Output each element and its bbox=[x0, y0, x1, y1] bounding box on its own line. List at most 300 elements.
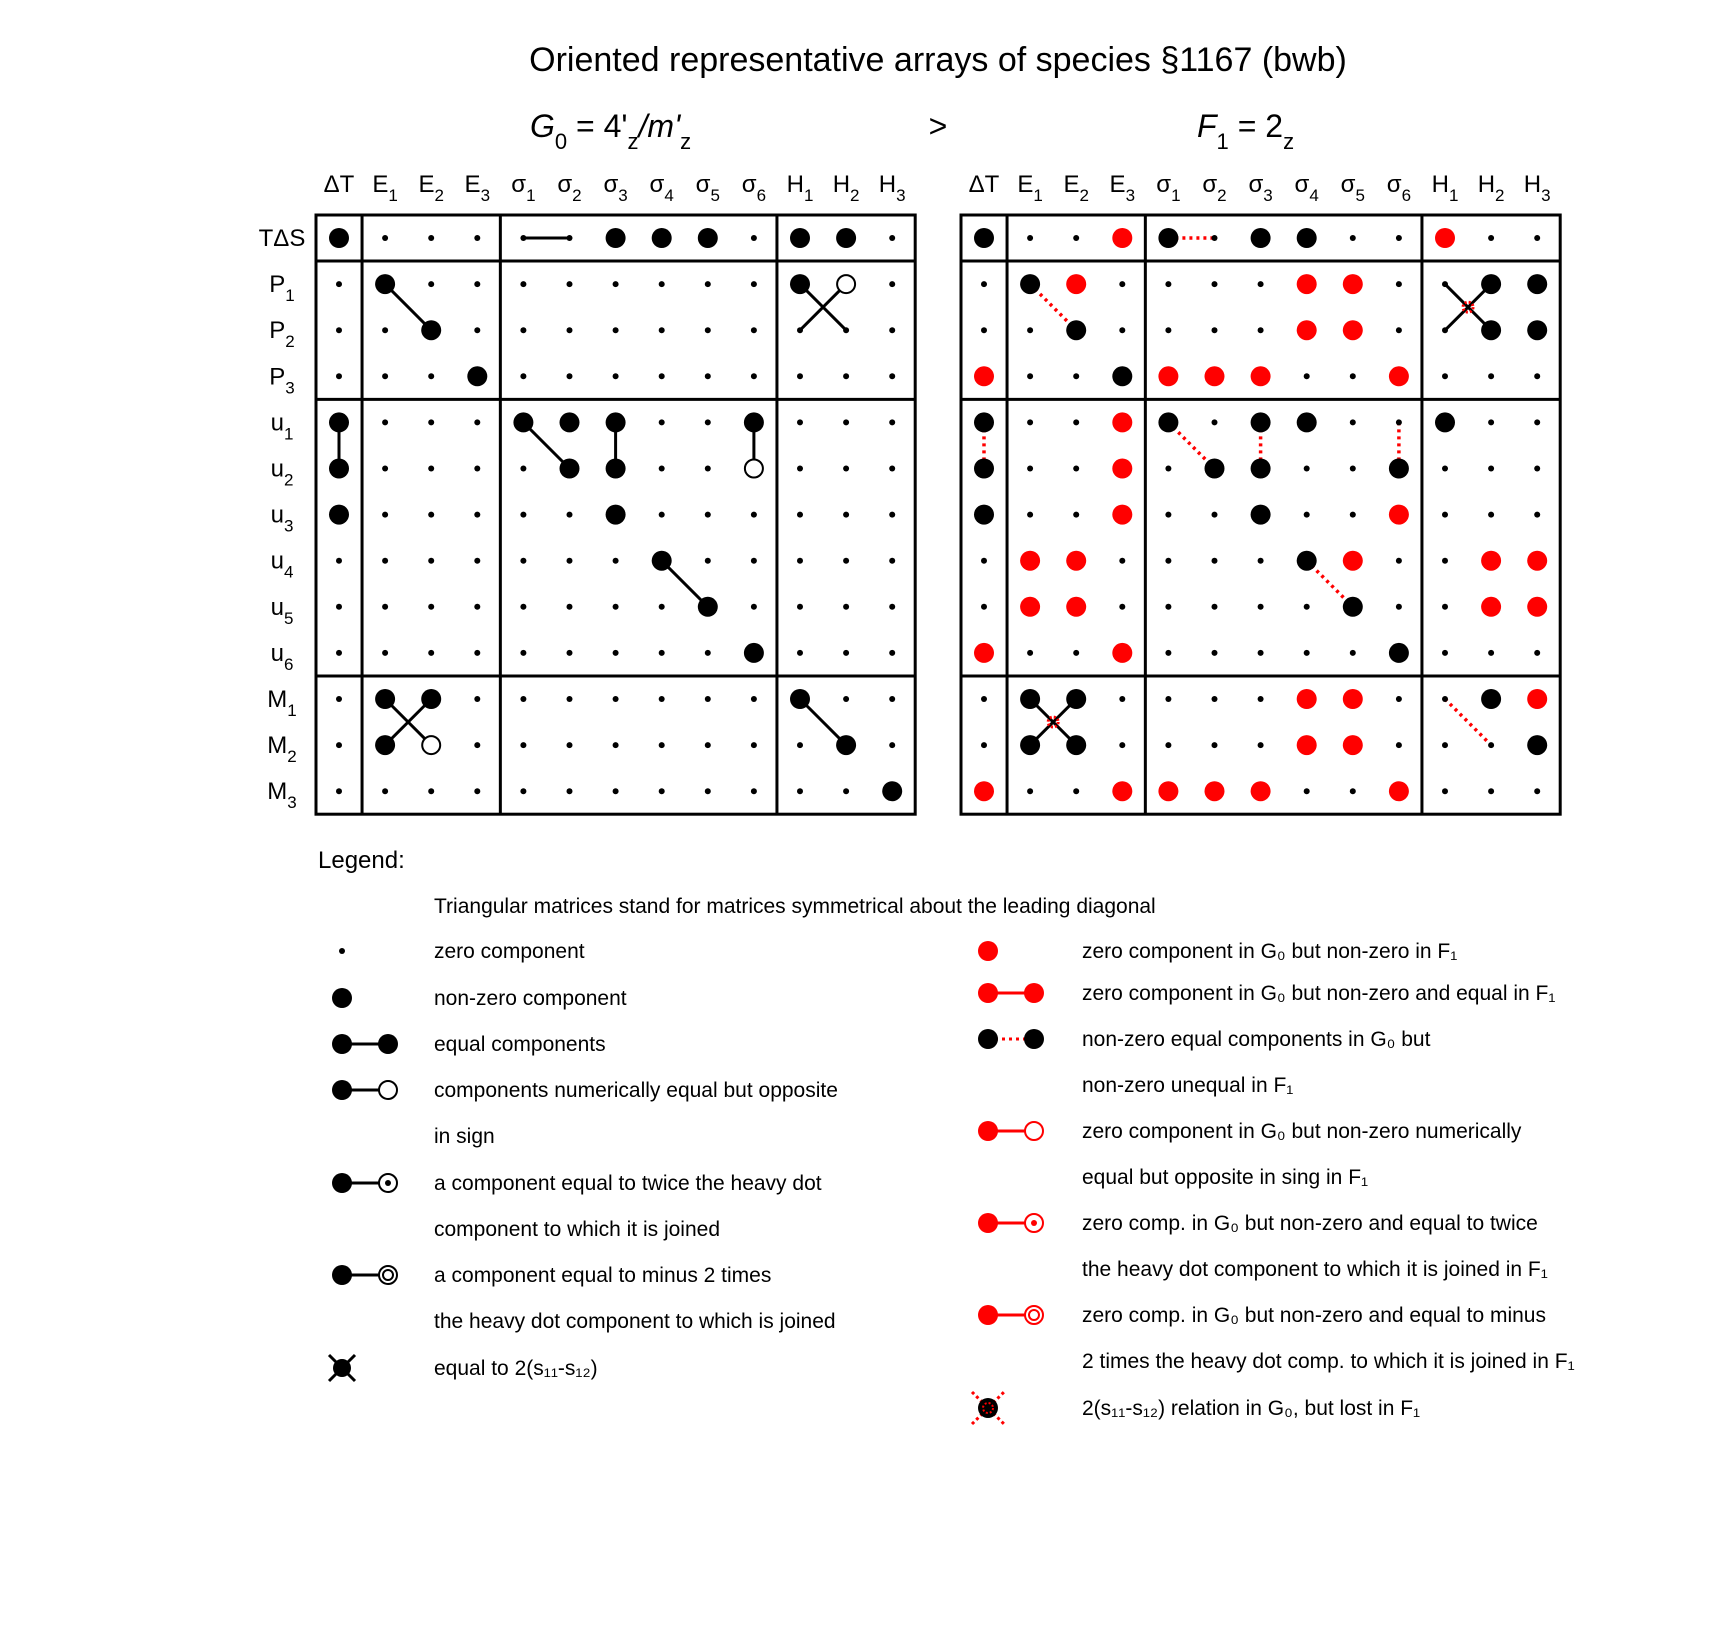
legend-nonzero-symbol bbox=[332, 988, 352, 1008]
right-matrix-zero-dot bbox=[1442, 466, 1448, 472]
left-matrix-zero-dot bbox=[428, 235, 434, 241]
right-matrix-zero-dot bbox=[1027, 373, 1033, 379]
left-matrix-nonzero-dot bbox=[467, 366, 487, 386]
row-label: $u_2$ bbox=[270, 455, 294, 490]
legend-right-text: 2(s₁₁-s₁₂) relation in G₀, but lost in F₁ bbox=[1082, 1397, 1421, 1420]
left-matrix-zero-dot bbox=[659, 327, 665, 333]
left-matrix-zero-dot bbox=[705, 512, 711, 518]
legend-unequal-symbol bbox=[978, 1029, 1044, 1049]
legend-left-text: a component equal to minus 2 times bbox=[434, 1264, 772, 1287]
left-matrix-zero-dot bbox=[659, 419, 665, 425]
left-matrix-zero-dot bbox=[382, 235, 388, 241]
left-matrix-zero-dot bbox=[428, 558, 434, 564]
legend-opposite-symbol bbox=[332, 1080, 397, 1100]
right-matrix-zero-dot bbox=[1027, 235, 1033, 241]
left-matrix-zero-dot bbox=[843, 466, 849, 472]
left-matrix-zero-dot bbox=[889, 696, 895, 702]
right-matrix-nonzero-dot bbox=[1066, 735, 1086, 755]
legend-unequal-symbol-end bbox=[1024, 1029, 1044, 1049]
left-matrix-zero-dot bbox=[797, 788, 803, 794]
left-matrix-zero-dot bbox=[613, 281, 619, 287]
left-matrix-nonzero-dot bbox=[329, 459, 349, 479]
left-matrix-nonzero-dot bbox=[606, 412, 626, 432]
left-matrix-nonzero-dot bbox=[606, 459, 626, 479]
legend-right-text: non-zero unequal in F₁ bbox=[1082, 1074, 1294, 1097]
left-matrix-nonzero-dot bbox=[744, 643, 764, 663]
right-matrix-col-header: $\sigma_3$ bbox=[1248, 171, 1273, 205]
svg-text:G0 = 4'z/m'z bbox=[530, 108, 691, 154]
right-matrix-zero-dot bbox=[1258, 558, 1264, 564]
left-matrix-zero-dot bbox=[520, 558, 526, 564]
left-matrix-col-header: $H_1$ bbox=[786, 171, 814, 205]
svg-text:F1 = 2z bbox=[1197, 108, 1294, 154]
legend-equal-symbol bbox=[332, 1034, 398, 1054]
left-matrix-zero-dot bbox=[382, 373, 388, 379]
left-matrix-zero-dot bbox=[751, 235, 757, 241]
left-matrix-nonzero-dot bbox=[790, 689, 810, 709]
left-matrix-zero-dot bbox=[843, 373, 849, 379]
right-matrix-zero-dot bbox=[1488, 235, 1494, 241]
right-matrix-red-dot bbox=[1112, 781, 1132, 801]
right-matrix-zero-dot bbox=[1396, 742, 1402, 748]
right-matrix-nonzero-dot bbox=[1481, 274, 1501, 294]
right-matrix-zero-dot bbox=[1165, 558, 1171, 564]
right-matrix-zero-dot bbox=[1534, 512, 1540, 518]
left-matrix-zero-dot bbox=[843, 650, 849, 656]
legend-left-text: a component equal to twice the heavy dot bbox=[434, 1172, 822, 1195]
left-matrix-zero-dot bbox=[336, 558, 342, 564]
right-matrix-nonzero-dot bbox=[974, 505, 994, 525]
left-matrix-zero-dot bbox=[382, 466, 388, 472]
left-matrix-zero-dot bbox=[705, 373, 711, 379]
left-matrix-col-header: $\sigma_4$ bbox=[649, 171, 674, 205]
right-matrix-zero-dot bbox=[1258, 327, 1264, 333]
right-matrix-zero-dot bbox=[1119, 327, 1125, 333]
right-matrix-zero-dot bbox=[1073, 419, 1079, 425]
legend-right-text: equal but opposite in sing in F₁ bbox=[1082, 1166, 1369, 1189]
left-matrix-nonzero-dot bbox=[698, 597, 718, 617]
right-matrix-red-dot bbox=[1205, 781, 1225, 801]
right-matrix-red-dot bbox=[1112, 459, 1132, 479]
left-matrix-zero-dot bbox=[382, 604, 388, 610]
right-matrix-nonzero-dot bbox=[1389, 459, 1409, 479]
right-matrix-red-dot bbox=[1112, 228, 1132, 248]
left-matrix-zero-dot bbox=[613, 696, 619, 702]
right-matrix-zero-dot bbox=[1165, 327, 1171, 333]
left-matrix-col-header: ΔT bbox=[323, 171, 355, 198]
left-matrix-zero-dot bbox=[889, 281, 895, 287]
left-matrix-col-header: $\sigma_5$ bbox=[695, 171, 720, 205]
left-matrix-zero-dot bbox=[705, 281, 711, 287]
right-matrix-zero-dot bbox=[1442, 742, 1448, 748]
right-group-eq: = 2 bbox=[1228, 108, 1284, 144]
right-matrix-zero-dot bbox=[1488, 419, 1494, 425]
right-matrix-nonzero-dot bbox=[1389, 643, 1409, 663]
right-matrix-zero-dot bbox=[1488, 466, 1494, 472]
right-matrix-nonzero-dot bbox=[1297, 551, 1317, 571]
right-matrix-zero-dot bbox=[1304, 512, 1310, 518]
left-matrix-zero-dot bbox=[474, 696, 480, 702]
right-matrix-zero-dot bbox=[1442, 281, 1448, 287]
left-matrix-nonzero-dot bbox=[698, 228, 718, 248]
left-matrix-zero-dot bbox=[428, 512, 434, 518]
right-matrix-zero-dot bbox=[1165, 696, 1171, 702]
right-matrix-zero-dot bbox=[1165, 466, 1171, 472]
right-matrix-column-headers bbox=[969, 171, 1551, 205]
left-matrix-zero-dot bbox=[659, 281, 665, 287]
left-matrix-zero-dot bbox=[797, 373, 803, 379]
left-matrix-nonzero-dot bbox=[375, 689, 395, 709]
right-matrix-zero-dot bbox=[1350, 650, 1356, 656]
legend-s11s12-symbol bbox=[329, 1355, 355, 1381]
right-matrix-red-dot bbox=[1112, 412, 1132, 432]
left-matrix-zero-dot bbox=[889, 512, 895, 518]
left-matrix-nonzero-dot bbox=[652, 228, 672, 248]
left-matrix-zero-dot bbox=[705, 742, 711, 748]
left-matrix-zero-dot bbox=[428, 466, 434, 472]
right-matrix-nonzero-dot bbox=[1527, 274, 1547, 294]
left-matrix-zero-dot bbox=[659, 466, 665, 472]
left-matrix-zero-dot bbox=[843, 419, 849, 425]
left-group-subscript: 0 bbox=[554, 129, 568, 154]
right-matrix-zero-dot bbox=[1488, 788, 1494, 794]
legend bbox=[318, 847, 1575, 1424]
legend-red-equal-symbol-start bbox=[978, 983, 998, 1003]
left-matrix-nonzero-dot bbox=[652, 551, 672, 571]
right-matrix-nonzero-dot bbox=[1205, 459, 1225, 479]
right-matrix bbox=[961, 171, 1560, 814]
right-matrix-zero-dot bbox=[1073, 466, 1079, 472]
row-label: $u_4$ bbox=[270, 547, 294, 582]
left-matrix-zero-dot bbox=[428, 281, 434, 287]
right-matrix-red-dot bbox=[1251, 366, 1271, 386]
left-matrix-zero-dot bbox=[520, 373, 526, 379]
right-matrix-nonzero-dot bbox=[1343, 597, 1363, 617]
right-matrix-zero-dot bbox=[1258, 281, 1264, 287]
right-matrix-zero-dot bbox=[1442, 604, 1448, 610]
left-matrix-zero-dot bbox=[474, 466, 480, 472]
right-matrix-zero-dot bbox=[1027, 327, 1033, 333]
left-matrix-zero-dot bbox=[705, 419, 711, 425]
right-matrix-col-header: $E_2$ bbox=[1063, 171, 1089, 205]
right-matrix-zero-dot bbox=[1396, 327, 1402, 333]
left-matrix-nonzero-dot bbox=[329, 505, 349, 525]
left-matrix-zero-dot bbox=[705, 327, 711, 333]
right-matrix-red-dot bbox=[1481, 597, 1501, 617]
left-matrix-nonzero-dot bbox=[329, 412, 349, 432]
right-matrix-red-dot bbox=[974, 366, 994, 386]
right-matrix-zero-dot bbox=[1212, 512, 1218, 518]
left-group-mid: /m' bbox=[638, 108, 681, 144]
left-matrix-zero-dot bbox=[797, 604, 803, 610]
right-matrix-zero-dot bbox=[1165, 281, 1171, 287]
right-matrix-zero-dot bbox=[981, 742, 987, 748]
left-matrix-zero-dot bbox=[889, 604, 895, 610]
right-matrix-nonzero-dot bbox=[1481, 689, 1501, 709]
right-matrix-zero-dot bbox=[1442, 650, 1448, 656]
left-matrix-zero-dot bbox=[474, 558, 480, 564]
right-matrix-zero-dot bbox=[1488, 742, 1494, 748]
left-group-label bbox=[530, 108, 691, 154]
left-matrix-zero-dot bbox=[843, 696, 849, 702]
left-matrix-column-headers bbox=[324, 171, 906, 205]
right-matrix-col-header: $\sigma_5$ bbox=[1340, 171, 1365, 205]
left-matrix-zero-dot bbox=[843, 604, 849, 610]
left-matrix-zero-dot bbox=[613, 788, 619, 794]
left-matrix-zero-dot bbox=[336, 696, 342, 702]
left-matrix-zero-dot bbox=[520, 512, 526, 518]
left-matrix-zero-dot bbox=[428, 419, 434, 425]
left-matrix-zero-dot bbox=[520, 327, 526, 333]
right-matrix-nonzero-dot bbox=[1297, 228, 1317, 248]
legend-right-text: 2 times the heavy dot comp. to which it is joined in F₁ bbox=[1082, 1350, 1575, 1373]
left-matrix-zero-dot bbox=[474, 512, 480, 518]
right-matrix-red-dot bbox=[1343, 735, 1363, 755]
left-matrix-zero-dot bbox=[797, 742, 803, 748]
right-matrix-col-header: $\sigma_2$ bbox=[1202, 171, 1227, 205]
left-matrix-col-header: $E_3$ bbox=[464, 171, 491, 205]
right-matrix-zero-dot bbox=[1396, 558, 1402, 564]
left-matrix-zero-dot bbox=[474, 419, 480, 425]
left-matrix-zero-dot bbox=[889, 419, 895, 425]
left-matrix-nonzero-dot bbox=[513, 412, 533, 432]
left-matrix-zero-dot bbox=[567, 235, 573, 241]
group-relation: > bbox=[928, 108, 948, 144]
row-label: TΔS bbox=[258, 225, 306, 252]
left-matrix-zero-dot bbox=[843, 327, 849, 333]
legend-red-minus2-symbol-start bbox=[978, 1305, 998, 1325]
right-matrix-zero-dot bbox=[1304, 650, 1310, 656]
right-matrix-nonzero-dot bbox=[1066, 689, 1086, 709]
left-matrix-zero-dot bbox=[567, 558, 573, 564]
left-matrix-zero-dot bbox=[474, 604, 480, 610]
left-matrix-zero-dot bbox=[474, 327, 480, 333]
left-matrix-zero-dot bbox=[613, 327, 619, 333]
left-matrix-zero-dot bbox=[751, 558, 757, 564]
right-matrix-zero-dot bbox=[1442, 327, 1448, 333]
left-matrix-zero-dot bbox=[428, 650, 434, 656]
right-matrix-red-dot bbox=[1527, 689, 1547, 709]
left-matrix-zero-dot bbox=[797, 419, 803, 425]
left-group-sub2: z bbox=[680, 129, 692, 154]
right-matrix-zero-dot bbox=[1442, 788, 1448, 794]
left-matrix-zero-dot bbox=[751, 512, 757, 518]
row-label: $P_1$ bbox=[269, 271, 295, 306]
right-matrix-zero-dot bbox=[1212, 558, 1218, 564]
right-matrix-zero-dot bbox=[1027, 650, 1033, 656]
left-matrix-zero-dot bbox=[474, 235, 480, 241]
left-matrix-zero-dot bbox=[520, 235, 526, 241]
right-matrix-zero-dot bbox=[1212, 650, 1218, 656]
left-matrix bbox=[259, 171, 916, 814]
right-matrix-zero-dot bbox=[1304, 373, 1310, 379]
legend-zero-symbol bbox=[339, 948, 345, 954]
right-matrix-zero-dot bbox=[1212, 419, 1218, 425]
right-matrix-red-dot bbox=[1066, 551, 1086, 571]
right-matrix-zero-dot bbox=[1258, 604, 1264, 610]
left-matrix-nonzero-dot bbox=[421, 320, 441, 340]
right-matrix-zero-dot bbox=[1442, 696, 1448, 702]
left-matrix-zero-dot bbox=[520, 742, 526, 748]
legend-red-minus2-symbol-end bbox=[1025, 1306, 1043, 1324]
right-matrix-zero-dot bbox=[1027, 419, 1033, 425]
right-matrix-col-header: $\sigma_1$ bbox=[1156, 171, 1181, 205]
left-matrix-opposite-dot bbox=[837, 275, 855, 293]
left-matrix-zero-dot bbox=[659, 788, 665, 794]
right-matrix-zero-dot bbox=[981, 604, 987, 610]
left-matrix-zero-dot bbox=[843, 558, 849, 564]
right-matrix-nonzero-dot bbox=[1251, 228, 1271, 248]
left-group-sub1: z bbox=[627, 129, 639, 154]
right-matrix-nonzero-dot bbox=[974, 412, 994, 432]
right-matrix-zero-dot bbox=[1027, 466, 1033, 472]
right-matrix-nonzero-dot bbox=[1251, 459, 1271, 479]
right-matrix-red-dot bbox=[1389, 781, 1409, 801]
right-matrix-zero-dot bbox=[1488, 650, 1494, 656]
legend-left-text: equal components bbox=[434, 1033, 606, 1056]
right-matrix-nonzero-dot bbox=[1112, 366, 1132, 386]
right-group-symbol: F bbox=[1197, 108, 1217, 144]
right-matrix-zero-dot bbox=[1027, 512, 1033, 518]
left-matrix-col-header: $\sigma_1$ bbox=[511, 171, 536, 205]
right-matrix-zero-dot bbox=[1119, 696, 1125, 702]
right-matrix-zero-dot bbox=[1119, 604, 1125, 610]
left-matrix-nonzero-dot bbox=[375, 735, 395, 755]
legend-right-text: zero component in G₀ but non-zero in F₁ bbox=[1082, 940, 1458, 963]
right-matrix-red-dot bbox=[1112, 643, 1132, 663]
row-labels bbox=[259, 225, 306, 812]
right-matrix-nonzero-dot bbox=[1481, 320, 1501, 340]
right-matrix-zero-dot bbox=[1258, 696, 1264, 702]
left-matrix-zero-dot bbox=[567, 281, 573, 287]
left-matrix-opposite-dot bbox=[745, 460, 763, 478]
right-matrix-zero-dot bbox=[1488, 512, 1494, 518]
left-matrix-nonzero-dot bbox=[790, 228, 810, 248]
right-matrix-red-dot bbox=[1158, 781, 1178, 801]
right-matrix-zero-dot bbox=[1212, 327, 1218, 333]
legend-right-text: non-zero equal components in G₀ but bbox=[1082, 1028, 1431, 1051]
right-matrix-zero-dot bbox=[1534, 650, 1540, 656]
row-label: $M_1$ bbox=[267, 686, 297, 720]
left-matrix-zero-dot bbox=[797, 512, 803, 518]
left-matrix-zero-dot bbox=[520, 281, 526, 287]
legend-right-text: zero component in G₀ but non-zero and equal in F₁ bbox=[1082, 982, 1556, 1005]
right-matrix-zero-dot bbox=[1073, 235, 1079, 241]
right-matrix-zero-dot bbox=[1396, 281, 1402, 287]
legend-right-text: zero component in G₀ but non-zero numerically bbox=[1082, 1120, 1522, 1143]
right-matrix-nonzero-dot bbox=[1020, 689, 1040, 709]
left-matrix-zero-dot bbox=[751, 788, 757, 794]
left-matrix-zero-dot bbox=[797, 558, 803, 564]
legend-unequal-symbol-start bbox=[978, 1029, 998, 1049]
right-matrix-nonzero-dot bbox=[1527, 320, 1547, 340]
left-matrix-zero-dot bbox=[520, 696, 526, 702]
row-label: $u_5$ bbox=[270, 593, 294, 628]
right-matrix-nonzero-dot bbox=[1158, 412, 1178, 432]
right-matrix-red-dot bbox=[1481, 551, 1501, 571]
right-matrix-nonzero-dot bbox=[1251, 412, 1271, 432]
left-matrix-zero-dot bbox=[336, 604, 342, 610]
left-matrix-zero-dot bbox=[843, 788, 849, 794]
legend-minus2-symbol-end bbox=[379, 1266, 397, 1284]
right-matrix-nonzero-dot bbox=[1435, 412, 1455, 432]
right-matrix-col-header: $E_1$ bbox=[1017, 171, 1043, 205]
right-group-subscript: 1 bbox=[1216, 129, 1229, 154]
right-matrix-zero-dot bbox=[1212, 696, 1218, 702]
left-matrix-zero-dot bbox=[797, 650, 803, 656]
left-matrix-zero-dot bbox=[428, 373, 434, 379]
left-matrix-zero-dot bbox=[659, 742, 665, 748]
right-matrix-red-dot bbox=[974, 643, 994, 663]
legend-red-opposite-symbol bbox=[978, 1121, 1043, 1141]
left-matrix-zero-dot bbox=[336, 327, 342, 333]
left-matrix-zero-dot bbox=[567, 327, 573, 333]
right-matrix-zero-dot bbox=[1442, 558, 1448, 564]
legend-right-text: zero comp. in G₀ but non-zero and equal to twice bbox=[1082, 1212, 1538, 1235]
left-matrix-zero-dot bbox=[382, 512, 388, 518]
right-matrix-red-dot bbox=[1343, 551, 1363, 571]
left-matrix-col-header: $E_2$ bbox=[418, 171, 444, 205]
right-matrix-nonzero-dot bbox=[974, 459, 994, 479]
left-matrix-zero-dot bbox=[797, 327, 803, 333]
left-matrix-zero-dot bbox=[336, 281, 342, 287]
left-matrix-zero-dot bbox=[751, 281, 757, 287]
right-matrix-red-dot bbox=[1066, 597, 1086, 617]
left-matrix-zero-dot bbox=[567, 650, 573, 656]
legend-red-twice-symbol bbox=[978, 1213, 1043, 1233]
right-matrix-zero-dot bbox=[1350, 466, 1356, 472]
left-matrix-zero-dot bbox=[889, 558, 895, 564]
left-group-eq: = 4' bbox=[567, 108, 628, 144]
right-matrix-zero-dot bbox=[1165, 742, 1171, 748]
left-matrix-col-header: $H_3$ bbox=[878, 171, 906, 205]
right-matrix-red-dot bbox=[1112, 505, 1132, 525]
right-matrix-red-dot bbox=[1343, 274, 1363, 294]
left-matrix-zero-dot bbox=[889, 235, 895, 241]
left-matrix-zero-dot bbox=[336, 788, 342, 794]
left-matrix-links bbox=[339, 238, 846, 745]
left-matrix-zero-dot bbox=[705, 466, 711, 472]
right-matrix-zero-dot bbox=[1350, 419, 1356, 425]
left-matrix-zero-dot bbox=[889, 650, 895, 656]
left-matrix-zero-dot bbox=[705, 788, 711, 794]
right-matrix-zero-dot bbox=[1258, 742, 1264, 748]
left-matrix-zero-dot bbox=[474, 281, 480, 287]
right-matrix-nonzero-dot bbox=[1297, 412, 1317, 432]
left-matrix-nonzero-dot bbox=[375, 274, 395, 294]
legend-red-equal-symbol bbox=[978, 983, 1044, 1003]
right-matrix-red-dot bbox=[1343, 689, 1363, 709]
right-matrix-red-dot bbox=[1297, 274, 1317, 294]
row-label: $M_2$ bbox=[267, 732, 297, 767]
right-matrix-zero-dot bbox=[1165, 604, 1171, 610]
left-matrix-zero-dot bbox=[474, 650, 480, 656]
right-matrix-zero-dot bbox=[1396, 696, 1402, 702]
right-matrix-nonzero-dot bbox=[1066, 320, 1086, 340]
left-matrix-zero-dot bbox=[751, 604, 757, 610]
left-matrix-zero-dot bbox=[336, 650, 342, 656]
right-matrix-zero-dot bbox=[1212, 604, 1218, 610]
right-matrix-nonzero-dot bbox=[1020, 274, 1040, 294]
left-matrix-zero-dot bbox=[705, 558, 711, 564]
right-matrix-zero-dot bbox=[981, 327, 987, 333]
right-matrix-zero-dot bbox=[1534, 419, 1540, 425]
left-matrix-zero-dot bbox=[567, 742, 573, 748]
right-matrix-zero-dot bbox=[1488, 373, 1494, 379]
right-group-sub1: z bbox=[1283, 129, 1295, 154]
right-matrix-red-dot bbox=[1527, 597, 1547, 617]
right-matrix-zero-dot bbox=[1073, 512, 1079, 518]
